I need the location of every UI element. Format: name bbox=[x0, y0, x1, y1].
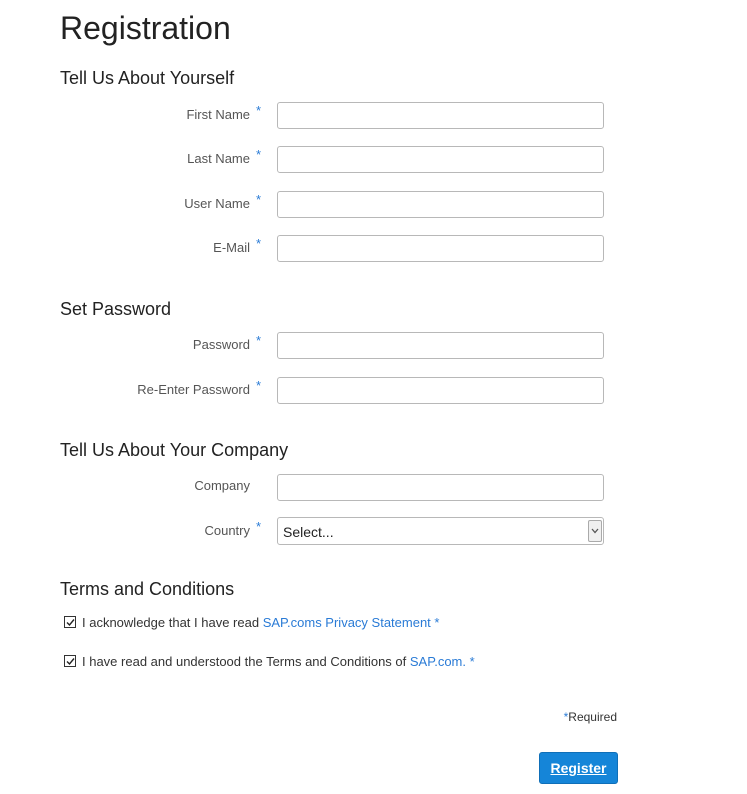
user-name-label: User Name bbox=[184, 196, 250, 211]
terms-conditions-text bbox=[82, 654, 475, 669]
country-label: Country bbox=[204, 523, 250, 538]
required-note-mark: * bbox=[563, 710, 569, 724]
privacy-text: I acknowledge that I have read bbox=[82, 615, 263, 630]
check-icon bbox=[66, 657, 75, 666]
privacy-statement-text bbox=[82, 615, 439, 630]
user-name-required-mark: * bbox=[256, 192, 262, 207]
reenter-password-input[interactable] bbox=[277, 377, 604, 404]
section-heading-terms: Terms and Conditions bbox=[60, 579, 235, 599]
email-required-mark: * bbox=[256, 236, 262, 251]
password-label: Password bbox=[192, 337, 250, 352]
country-required-mark: * bbox=[256, 519, 262, 534]
email-input[interactable] bbox=[277, 235, 604, 262]
required-note bbox=[564, 710, 617, 724]
terms-checkbox[interactable] bbox=[64, 655, 76, 667]
check-icon bbox=[66, 618, 75, 627]
page-title: Registration bbox=[60, 10, 231, 46]
password-input[interactable] bbox=[277, 332, 604, 359]
terms-required-mark: * bbox=[466, 654, 475, 669]
email-label: E-Mail bbox=[213, 240, 250, 255]
required-note-text: Required bbox=[568, 710, 617, 724]
first-name-required-mark: * bbox=[256, 103, 262, 118]
section-heading-about-yourself: Tell Us About Yourself bbox=[60, 68, 235, 88]
privacy-statement-link[interactable]: SAP.coms Privacy Statement bbox=[262, 615, 431, 630]
last-name-required-mark: * bbox=[256, 147, 262, 162]
company-input[interactable] bbox=[277, 474, 604, 501]
terms-text: I have read and understood the Terms and Conditions of bbox=[82, 654, 410, 669]
terms-conditions-link[interactable]: SAP.com. bbox=[409, 654, 466, 669]
reenter-password-required-mark: * bbox=[256, 378, 262, 393]
chevron-down-icon bbox=[591, 528, 599, 534]
section-heading-set-password: Set Password bbox=[60, 299, 172, 319]
register-button[interactable]: Register bbox=[539, 752, 618, 784]
section-heading-company: Tell Us About Your Company bbox=[60, 440, 289, 460]
country-select-value: Select... bbox=[283, 524, 334, 540]
country-select[interactable] bbox=[277, 517, 604, 545]
privacy-required-mark: * bbox=[430, 615, 440, 630]
privacy-checkbox[interactable] bbox=[64, 616, 76, 628]
reenter-password-label: Re-Enter Password bbox=[137, 382, 250, 397]
user-name-input[interactable] bbox=[277, 191, 604, 218]
company-label: Company bbox=[194, 478, 250, 493]
last-name-label: Last Name bbox=[187, 151, 250, 166]
password-required-mark: * bbox=[256, 333, 262, 348]
first-name-input[interactable] bbox=[277, 102, 604, 129]
country-dropdown-button[interactable] bbox=[588, 520, 602, 542]
first-name-label: First Name bbox=[186, 107, 250, 122]
last-name-input[interactable] bbox=[277, 146, 604, 173]
